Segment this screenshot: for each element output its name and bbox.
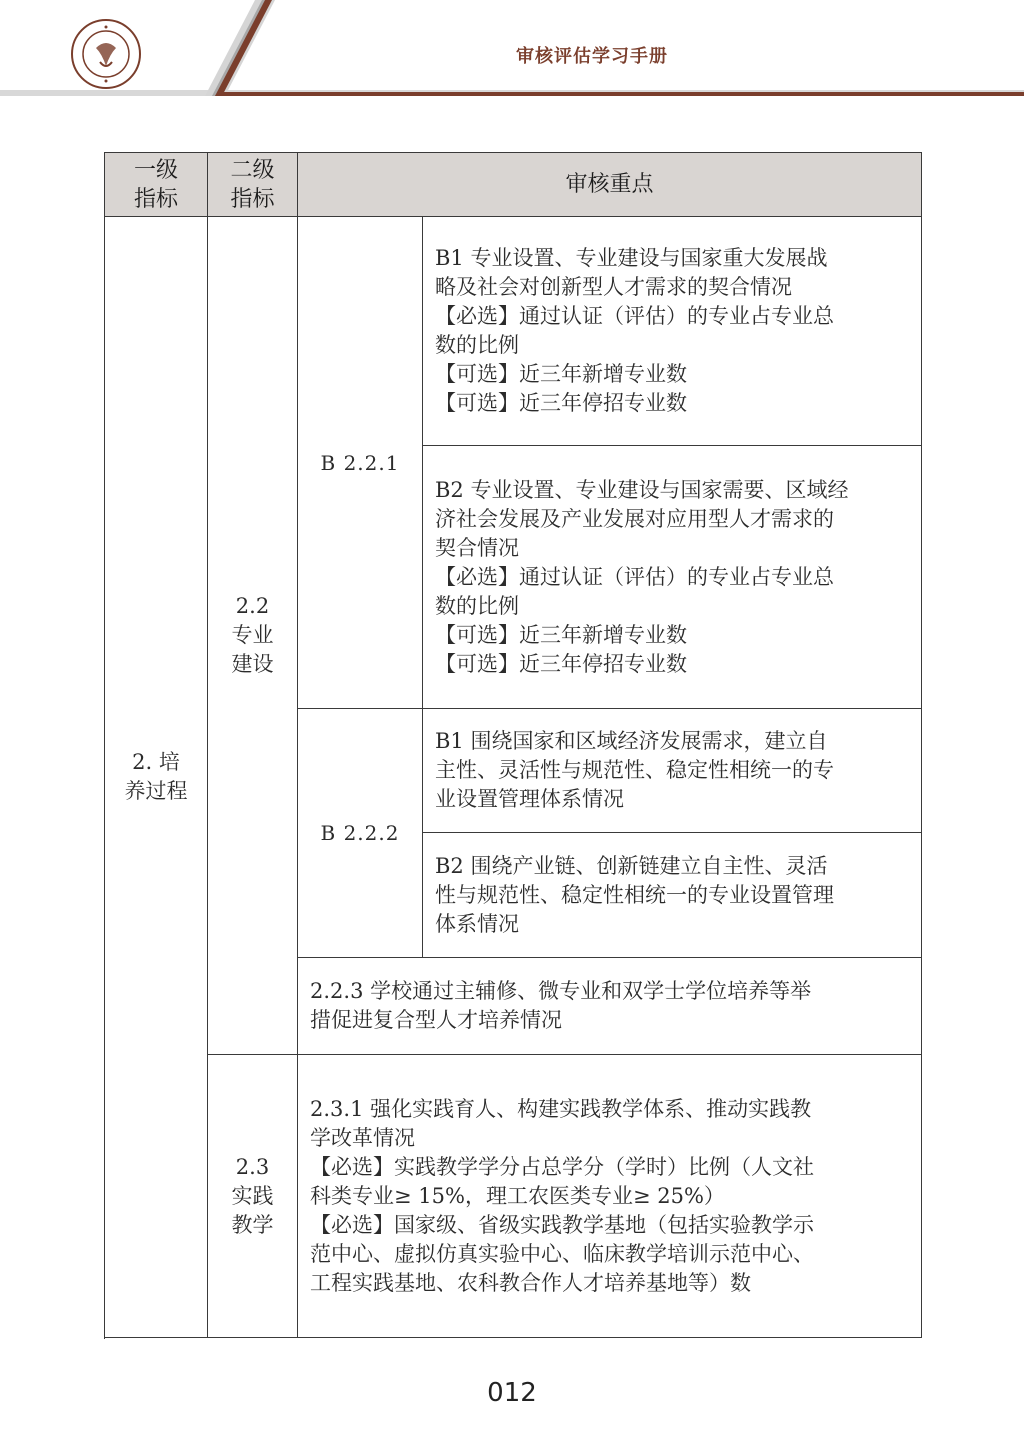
- header-level1: 一级 指标: [105, 153, 208, 217]
- code-b222: B 2.2.2: [298, 709, 423, 958]
- s231-cell: 2.3.1 强化实践育人、构建实践教学体系、推动实践教 学改革情况 【必选】实践教学学分占总学分（学时）比例（人文社 科类专业≥ 15%，理工农医类专业≥ 25%） 【必选】国家级、省级实践教学基地（包括实验教学示 范中心、虚拟仿真实验中心、临床教学培训示范中心、 工程实践基地、农科教合作人才培养基地等）数: [298, 1055, 922, 1338]
- header-title: 审核评估学习手册: [516, 46, 668, 67]
- page-number: 012: [487, 1378, 537, 1408]
- review-table: [104, 152, 922, 1338]
- level2-cell-2-3: 2.3 实践 教学: [208, 1055, 298, 1338]
- table-row: [105, 217, 922, 446]
- s223-cell: 2.2.3 学校通过主辅修、微专业和双学士学位培养等举 措促进复合型人才培养情况: [298, 958, 922, 1055]
- b222-b2-cell: B2 围绕产业链、创新链建立自主性、灵活 性与规范性、稳定性相统一的专业设置管理 体系情况: [423, 833, 922, 958]
- b221-b2-cell: B2 专业设置、专业建设与国家需要、区域经 济社会发展及产业发展对应用型人才需求的 契合情况 【必选】通过认证（评估）的专业占专业总 数的比例 【可选】近三年新增专业数 【可选】近三年停招专业数: [423, 446, 922, 709]
- level1-cell: 2. 培 养过程: [105, 217, 208, 1338]
- b221-b1-cell: B1 专业设置、专业建设与国家重大发展战 略及社会对创新型人才需求的契合情况 【必选】通过认证（评估）的专业占专业总 数的比例 【可选】近三年新增专业数 【可选】近三年停招专业数: [423, 217, 922, 446]
- university-logo: [70, 18, 142, 90]
- table-row: [105, 1055, 922, 1338]
- code-b221: B 2.2.1: [298, 217, 423, 709]
- level2-cell-2-2: 2.2 专业 建设: [208, 217, 298, 1055]
- b222-b1-cell: B1 围绕国家和区域经济发展需求，建立自 主性、灵活性与规范性、稳定性相统一的专 业设置管理体系情况: [423, 709, 922, 833]
- header-level2: 二级 指标: [208, 153, 298, 217]
- header-focus: 审核重点: [298, 153, 922, 217]
- table-header-row: [105, 153, 922, 217]
- header-banner: [0, 0, 1024, 100]
